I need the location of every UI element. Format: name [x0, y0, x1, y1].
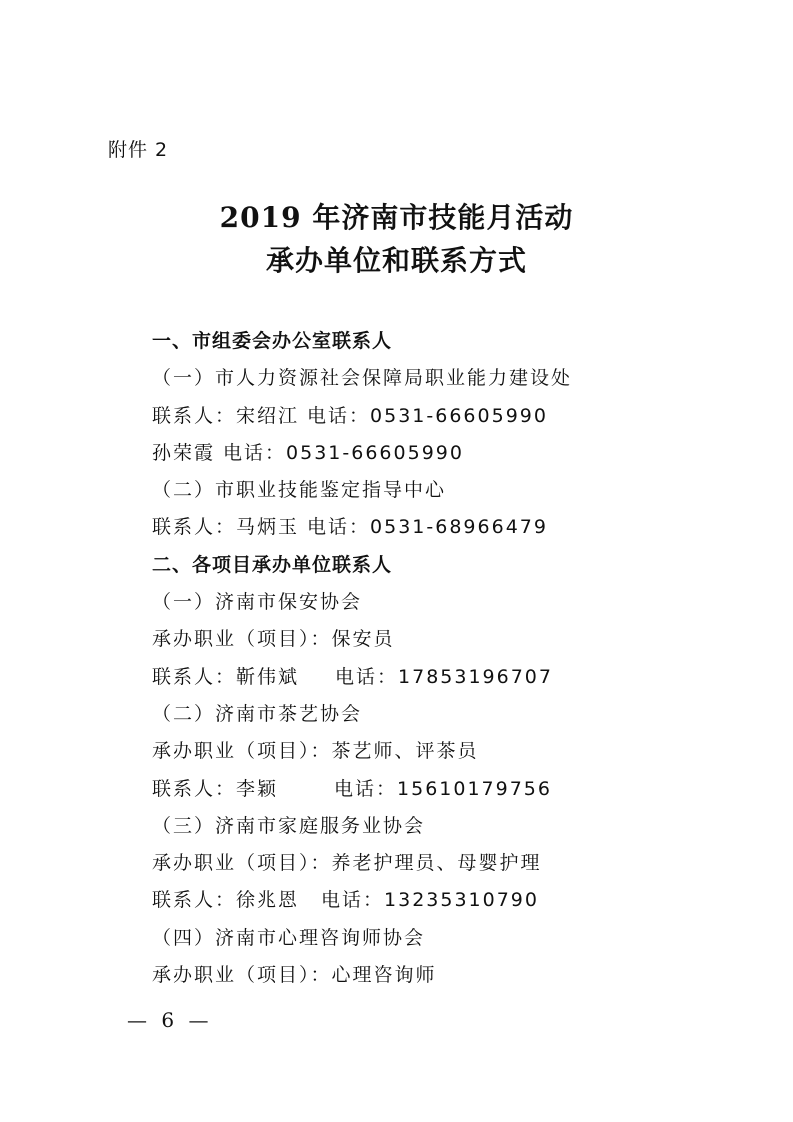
- section-1-unit-1-name: （一）市人力资源社会保障局职业能力建设处: [152, 367, 573, 390]
- section-2-unit-3-occupation: 承办职业（项目）：养老护理员、母婴护理: [152, 852, 542, 875]
- contact-phone: 电话：17853196707: [335, 665, 553, 688]
- section-1-unit-1-contact-2: 孙荣霞 电话：0531-66605990: [152, 441, 464, 464]
- section-2-unit-3-name: （三）济南市家庭服务业协会: [152, 814, 426, 837]
- section-2-unit-2-contact: [152, 771, 752, 808]
- section-1-unit-1-contact-1: 联系人：宋绍江 电话：0531-66605990: [152, 404, 548, 427]
- attachment-label: 附件 2: [108, 139, 169, 161]
- contact-person: 联系人：徐兆恩: [152, 889, 300, 912]
- section-2-unit-4-name: （四）济南市心理咨询师协会: [152, 926, 426, 949]
- contact-phone: 电话：13235310790: [321, 889, 539, 912]
- section-2-unit-1-occupation: 承办职业（项目）：保安员: [152, 628, 395, 651]
- contact-phone: 电话：15610179756: [334, 777, 552, 800]
- page-number: — 6 —: [127, 1008, 213, 1032]
- section-2-unit-4-occupation: 承办职业（项目）：心理咨询师: [152, 964, 437, 987]
- document-title-line-1: 2019 年济南市技能月活动: [219, 201, 574, 234]
- section-2-unit-3-contact: [152, 882, 752, 919]
- section-2-unit-1-contact: [152, 659, 752, 696]
- section-2-heading: 二、各项目承办单位联系人: [152, 553, 393, 576]
- section-1-unit-2-name: （二）市职业技能鉴定指导中心: [152, 479, 447, 502]
- section-2-unit-2-occupation: 承办职业（项目）：茶艺师、评茶员: [152, 740, 479, 763]
- section-2-unit-1-name: （一）济南市保安协会: [152, 591, 363, 614]
- section-1-unit-2-contact: 联系人：马炳玉 电话：0531-68966479: [152, 516, 548, 539]
- contact-person: 联系人：靳伟斌: [152, 665, 300, 688]
- section-2-unit-2-name: （二）济南市茶艺协会: [152, 702, 363, 725]
- document-title-line-2: 承办单位和联系方式: [265, 244, 527, 277]
- contact-person: 联系人：李颖: [152, 777, 279, 800]
- section-1-heading: 一、市组委会办公室联系人: [152, 330, 393, 352]
- document-body: [152, 323, 752, 994]
